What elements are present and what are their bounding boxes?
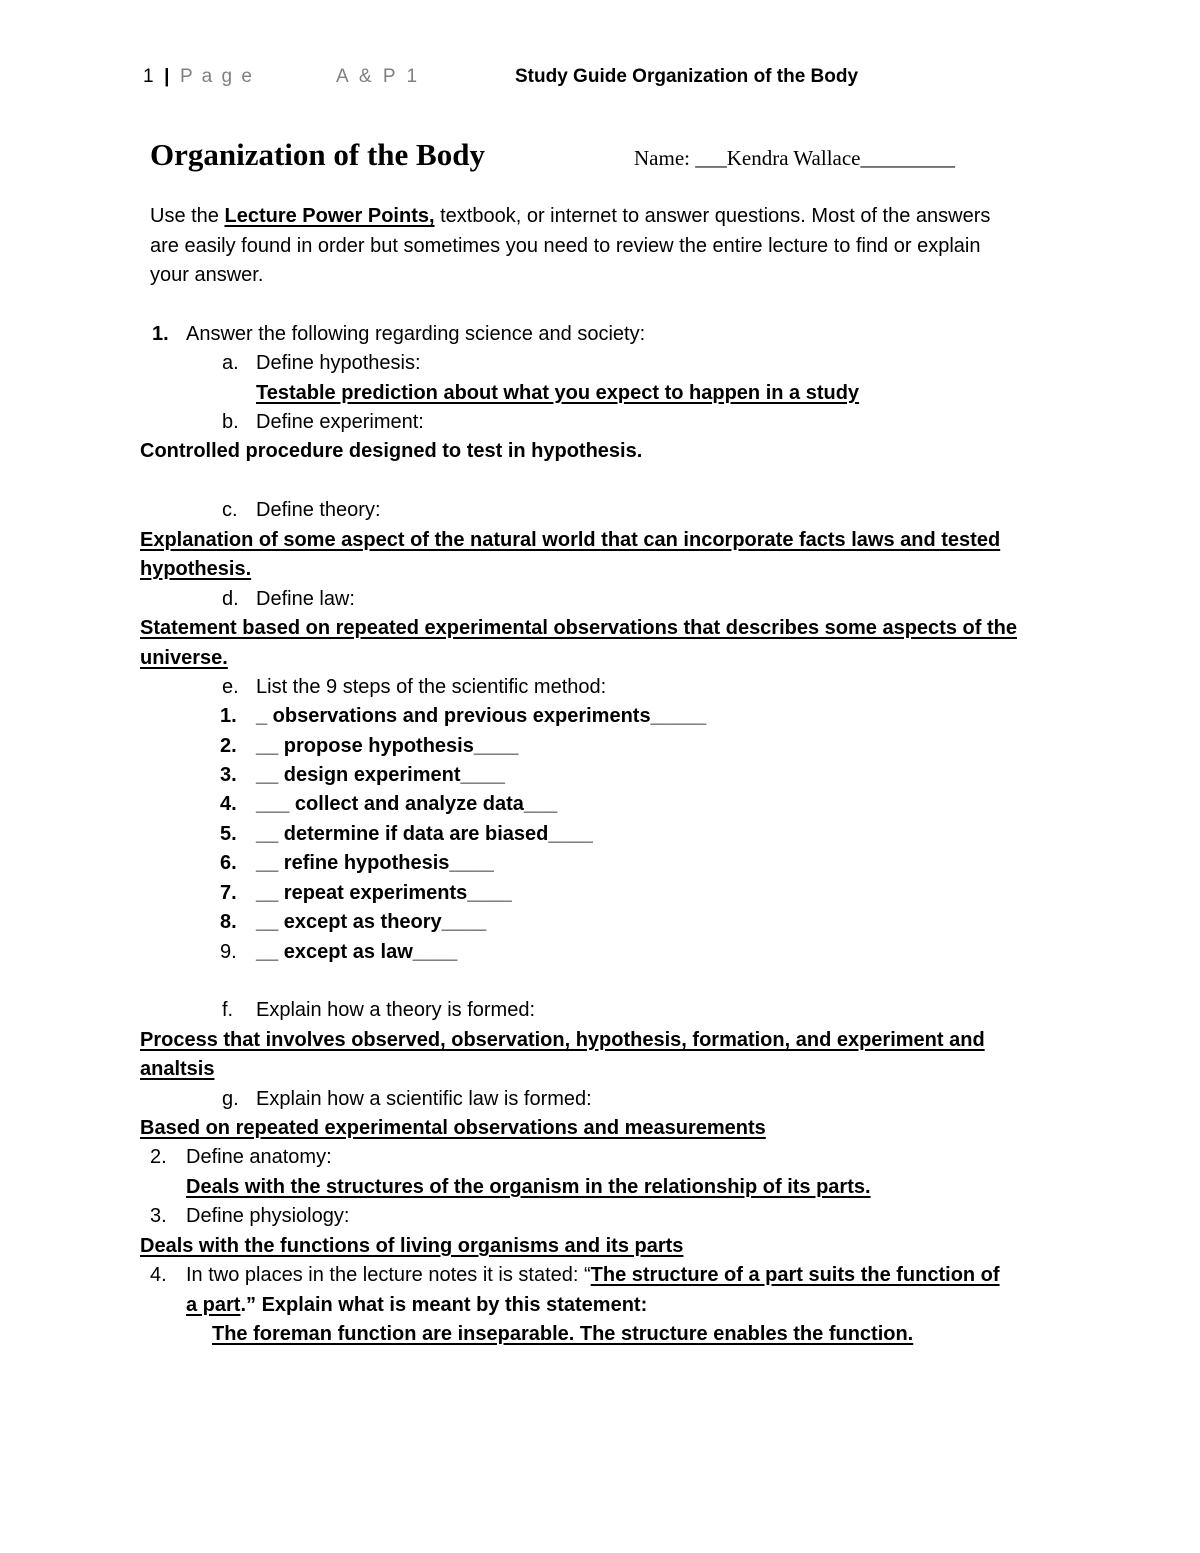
step-number: 2. bbox=[220, 735, 237, 757]
q1g-question: Explain how a scientific law is formed: bbox=[256, 1088, 592, 1110]
step-number: 1. bbox=[220, 705, 237, 727]
q2-answer: Deals with the structures of the organism in the relationship of its parts. bbox=[186, 1176, 871, 1198]
step-number: 5. bbox=[220, 823, 237, 845]
q1b-label: b. bbox=[222, 411, 239, 433]
q2-number: 2. bbox=[150, 1146, 167, 1168]
instructions-line-3: your answer. bbox=[150, 264, 264, 286]
page-title: Organization of the Body bbox=[150, 137, 485, 172]
q1d-answer-line-2: universe. bbox=[140, 647, 228, 669]
step-text: __ except as theory____ bbox=[256, 911, 487, 933]
student-name: Name: ___Kendra Wallace_________ bbox=[634, 146, 955, 170]
step-text: __ propose hypothesis____ bbox=[256, 735, 519, 757]
page-header-number bbox=[143, 66, 254, 88]
page-label: P a g e bbox=[180, 66, 254, 87]
step-text: _ observations and previous experiments_____ bbox=[256, 705, 707, 727]
q1f-answer-line-2: analtsis bbox=[140, 1058, 215, 1080]
q3-number: 3. bbox=[150, 1205, 167, 1227]
q1d-label: d. bbox=[222, 588, 239, 610]
q2-text: Define anatomy: bbox=[186, 1146, 332, 1168]
q1f-answer-line-1: Process that involves observed, observation, hypothesis, formation, and experiment and bbox=[140, 1029, 985, 1051]
step-text: ___ collect and analyze data___ bbox=[256, 793, 558, 815]
q1-text: Answer the following regarding science and society: bbox=[186, 323, 646, 345]
q1a-question: Define hypothesis: bbox=[256, 352, 421, 374]
q4-answer: The foreman function are inseparable. The structure enables the function. bbox=[212, 1323, 914, 1345]
page-number: 1 bbox=[143, 66, 154, 87]
course-label: A & P 1 bbox=[336, 66, 421, 87]
q1e-label: e. bbox=[222, 676, 239, 698]
q1b-answer: Controlled procedure designed to test in hypothesis. bbox=[140, 440, 643, 462]
q1e-question: List the 9 steps of the scientific method: bbox=[256, 676, 607, 698]
step-text: __ except as law____ bbox=[256, 941, 458, 963]
step-text: __ design experiment____ bbox=[256, 764, 506, 786]
instructions-line-2: are easily found in order but sometimes you need to review the entire lecture to find or explain bbox=[150, 235, 981, 257]
q3-answer: Deals with the functions of living organisms and its parts bbox=[140, 1235, 684, 1257]
q1d-question: Define law: bbox=[256, 588, 355, 610]
step-text: __ determine if data are biased____ bbox=[256, 823, 593, 845]
header-separator: | bbox=[158, 66, 175, 87]
q1-number: 1. bbox=[152, 323, 169, 345]
step-number: 7. bbox=[220, 882, 237, 904]
q1f-label: f. bbox=[222, 999, 234, 1021]
q1c-answer-line-1: Explanation of some aspect of the natural world that can incorporate facts laws and tested bbox=[140, 529, 1001, 551]
q1a-answer: Testable prediction about what you expect to happen in a study bbox=[256, 382, 860, 404]
q1b-question: Define experiment: bbox=[256, 411, 424, 433]
guide-title: Study Guide Organization of the Body bbox=[515, 66, 859, 87]
q4-text-line-1: In two places in the lecture notes it is stated: “The structure of a part suits the function of bbox=[186, 1264, 1000, 1286]
step-number: 9. bbox=[220, 941, 237, 963]
q1g-label: g. bbox=[222, 1088, 239, 1110]
q1f-question: Explain how a theory is formed: bbox=[256, 999, 536, 1021]
step-number: 6. bbox=[220, 852, 237, 874]
q4-number: 4. bbox=[150, 1264, 167, 1286]
q3-text: Define physiology: bbox=[186, 1205, 350, 1227]
q4-text-line-2: a part.” Explain what is meant by this statement: bbox=[186, 1294, 648, 1316]
step-text: __ repeat experiments____ bbox=[256, 882, 512, 904]
step-number: 8. bbox=[220, 911, 237, 933]
step-number: 4. bbox=[220, 793, 237, 815]
q1a-label: a. bbox=[222, 352, 239, 374]
q1c-question: Define theory: bbox=[256, 499, 381, 521]
step-text: __ refine hypothesis____ bbox=[256, 852, 494, 874]
q4-quote-line-1: The structure of a part suits the function of bbox=[590, 1264, 1000, 1286]
q1c-label: c. bbox=[222, 499, 238, 521]
step-number: 3. bbox=[220, 764, 237, 786]
lecture-link[interactable]: Lecture Power Points, bbox=[224, 205, 435, 227]
q4-quote-line-2: a part bbox=[186, 1294, 241, 1316]
q1c-answer-line-2: hypothesis. bbox=[140, 558, 252, 580]
q1g-answer: Based on repeated experimental observations and measurements bbox=[140, 1117, 766, 1139]
q1d-answer-line-1: Statement based on repeated experimental observations that describes some aspects of the bbox=[140, 617, 1017, 639]
instructions-line-1: Use the Lecture Power Points, textbook, or internet to answer questions. Most of the answers bbox=[150, 205, 991, 227]
